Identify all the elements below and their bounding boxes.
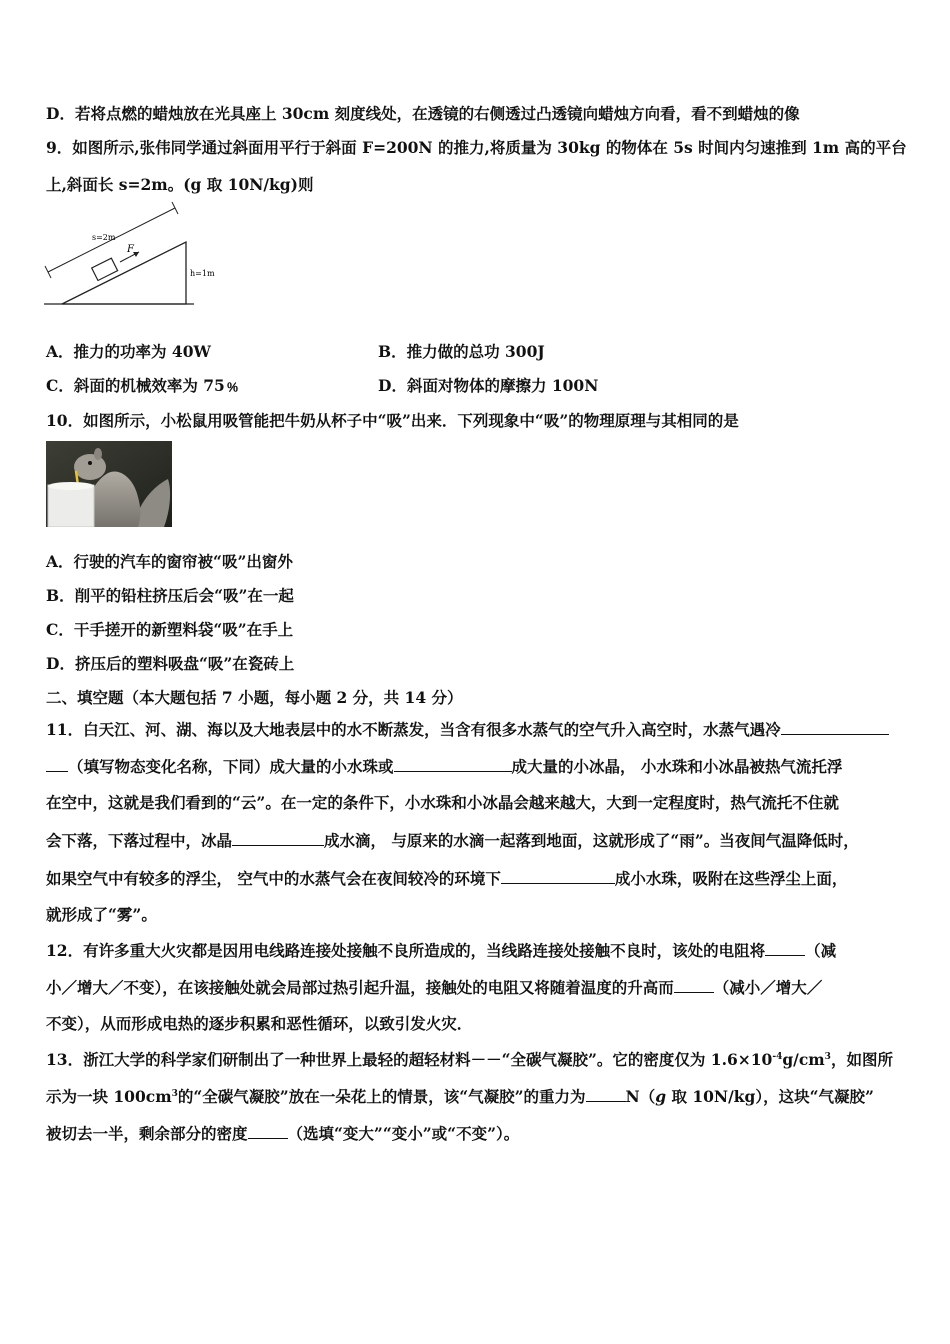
label-h: h=1m — [190, 269, 215, 278]
q8-option-d: D．若将点燃的蜡烛放在光具座上 30cm 刻度线处，在透镜的右侧透过凸透镜向蜡烛方向看，看不到蜡烛的像 — [46, 104, 800, 123]
squirrel-ear — [94, 448, 102, 460]
milk-surface — [48, 482, 94, 490]
q13-line2: 示为一块 $100cm^3$的“全碳气凝胶”放在一朵花上的情景，该“气凝胶”的重力为 N（g 取 10N/kg），这块“气凝胶” — [46, 1087, 874, 1106]
q12-blank-2[interactable] — [674, 977, 714, 993]
squirrel-head — [74, 454, 106, 480]
label-f: F — [127, 244, 134, 255]
q9-option-a: A．推力的功率为 40W — [46, 342, 211, 361]
q11-blank-1-cont[interactable] — [46, 756, 68, 772]
q11-line3: 在空中，这就是我们看到的“云”。在一定的条件下，小水珠和小冰晶会越来越大，大到一定程度时，热气流托不住就 — [46, 793, 839, 812]
q12-line2: 小／增大／不变），在该接触处就会局部过热引起升温，接触处的电阻又将随着温度的升高而 （减小／增大／ — [46, 978, 823, 997]
q11-blank-1[interactable] — [781, 719, 889, 735]
q11-line6: 就形成了“雾”。 — [46, 905, 157, 924]
q13-line1: 13．浙江大学的科学家们研制出了一种世界上最轻的超轻材料－－“全碳气凝胶”。它的密度仅为 $1.6\times 10^{-4}g/cm^3$，如图所 — [46, 1050, 893, 1069]
q9-option-b: B．推力做的总功 300J — [378, 342, 545, 361]
q9-option-d: D．斜面对物体的摩擦力 100N — [378, 376, 599, 395]
incline-triangle — [62, 242, 186, 304]
q9-stem-line2: 上,斜面长 s=2m。(g 取 10N/kg)则 — [46, 175, 314, 194]
q12-line3: 不变），从而形成电热的逐步积累和恶性循环，以致引发火灾． — [46, 1014, 473, 1033]
q10-option-c: C．干手搓开的新塑料袋“吸”在手上 — [46, 620, 294, 639]
q11-line1: 11．白天江、河、湖、海以及大地表层中的水不断蒸发，当含有很多水蒸气的空气升入高空时，水蒸气遇冷 — [46, 719, 889, 740]
q10-option-d: D．挤压后的塑料吸盘“吸”在瓷砖上 — [46, 654, 295, 673]
section2-title: 二、填空题（本大题包括 7 小题，每小题 2 分，共 14 分） — [46, 688, 463, 707]
length-tick-a — [45, 266, 51, 278]
q13-blank-2[interactable] — [248, 1123, 288, 1139]
squirrel-eye — [88, 461, 92, 465]
q11-line5: 如果空气中有较多的浮尘， 空气中的水蒸气会在夜间较冷的环境下 成小水珠，吸附在这些浮尘上面， — [46, 869, 848, 888]
incline-block — [92, 258, 118, 280]
q11-line4: 会下落，下落过程中，冰晶 成水滴， 与原来的水滴一起落到地面，这就形成了“雨”。当夜间气温降低时， — [46, 831, 859, 850]
q11-blank-3[interactable] — [232, 830, 324, 846]
q13-blank-1[interactable] — [586, 1086, 626, 1102]
q10-option-a: A．行驶的汽车的窗帘被“吸”出窗外 — [46, 552, 293, 571]
q10-option-b: B．削平的铅柱挤压后会“吸”在一起 — [46, 586, 294, 605]
q13-line3: 被切去一半，剩余部分的密度 （选填“变大”“变小”或“不变”）。 — [46, 1124, 520, 1143]
q12-blank-1[interactable] — [765, 940, 805, 956]
q10-stem: 10．如图所示，小松鼠用吸管能把牛奶从杯子中“吸”出来．下列现象中“吸”的物理原理与其相同的是 — [46, 411, 739, 430]
length-tick-b — [172, 202, 178, 214]
milk-glass — [48, 485, 94, 527]
incline-figure — [44, 200, 224, 310]
squirrel-photo — [46, 441, 172, 527]
q9-option-c: C．斜面的机械效率为 75﹪ — [46, 376, 241, 395]
q11-line2: （填写物态变化名称，下同）成大量的小水珠或 成大量的小冰晶， 小水珠和小冰晶被热气流托浮 — [46, 756, 842, 777]
q11-blank-4[interactable] — [501, 868, 615, 884]
q12-line1: 12．有许多重大火灾都是因用电线路连接处接触不良所造成的，当线路连接处接触不良时，该处的电阻将 （减 — [46, 941, 837, 960]
q11-blank-2[interactable] — [394, 756, 512, 772]
q9-stem-line1: 9．如图所示,张伟同学通过斜面用平行于斜面 F=200N 的推力,将质量为 30kg 的物体在 5s 时间内匀速推到 1m 高的平台 — [46, 138, 907, 157]
label-s: s=2m — [92, 233, 116, 242]
